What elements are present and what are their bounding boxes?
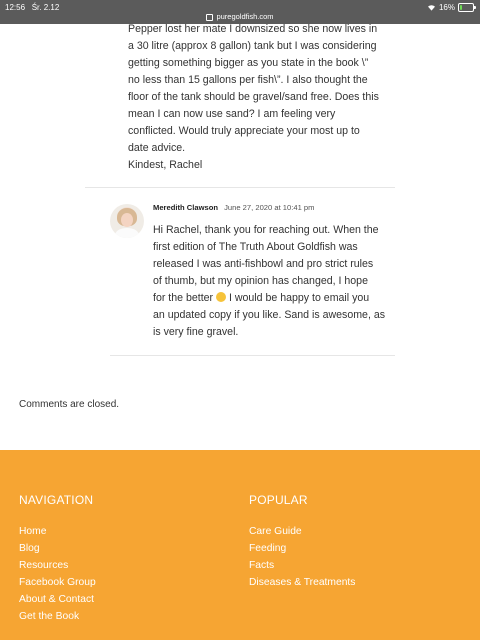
reply-line: an updated copy if you like. Sand is awesome, as (153, 309, 386, 321)
wifi-icon (427, 4, 436, 11)
reply-line: Hi Rachel, thank you for reaching out. When the (153, 224, 379, 236)
footer-link-about-contact[interactable]: About & Contact (19, 594, 94, 605)
reply-line-text: I would be happy to email you (228, 292, 370, 304)
lock-icon (206, 14, 213, 21)
avatar (110, 204, 144, 238)
comments-closed-notice: Comments are closed. (19, 399, 120, 410)
address-bar[interactable] (0, 12, 480, 21)
footer-link-resources[interactable]: Resources (19, 560, 69, 571)
reply-line: is very fine gravel. (153, 326, 239, 338)
comment-line: date advice. (128, 142, 186, 154)
footer-link-get-the-book[interactable]: Get the Book (19, 611, 80, 622)
reply-divider (110, 355, 395, 356)
navigation-links (19, 523, 96, 625)
comment-line: floor of the tank should be gravel/sand free. Does this (128, 91, 379, 103)
comment-divider (85, 187, 395, 188)
comment-line: conflicted. Would truly appreciate your most up to (128, 125, 360, 137)
reply-meta (153, 203, 314, 212)
comment-body (128, 21, 408, 174)
comment-line: mean I can now use sand? I am feeling very (128, 108, 336, 120)
comment-line: getting something bigger as you state in the book \” (128, 57, 369, 69)
comment-signoff: Kindest, Rachel (128, 159, 203, 171)
popular-heading: POPULAR (249, 493, 308, 507)
battery-fill (460, 5, 462, 10)
battery-icon (458, 3, 474, 12)
status-time: 12:56 Śr. 2.12 (5, 3, 60, 12)
reply-line: first edition of The Truth About Goldfish was (153, 241, 358, 253)
comment-line: no less than 15 gallons per fish\”. I also thought the (128, 74, 368, 86)
site-footer (0, 450, 480, 640)
comment-line: Pepper lost her mate I downsized so she now lives in (128, 23, 378, 35)
footer-link-care-guide[interactable]: Care Guide (249, 526, 302, 537)
comment-line: a 30 litre (approx 8 gallon) tank but I was considering (128, 40, 377, 52)
reply-line: released I was anti-fishbowl and pro strict rules (153, 258, 374, 270)
footer-link-blog[interactable]: Blog (19, 543, 40, 554)
smiley-icon (216, 292, 226, 302)
popular-links (249, 523, 355, 591)
status-indicators (427, 3, 474, 12)
reply-line: of thumb, but my opinion has changed, I hope (153, 275, 368, 287)
reply-line (153, 290, 403, 307)
footer-link-home[interactable]: Home (19, 526, 47, 537)
reply-line-text: for the better (153, 292, 214, 304)
footer-link-feeding[interactable]: Feeding (249, 543, 287, 554)
navigation-heading: NAVIGATION (19, 493, 94, 507)
reply-author[interactable]: Meredith Clawson (153, 203, 218, 212)
reply-body (153, 222, 403, 341)
footer-link-diseases-treatments[interactable]: Diseases & Treatments (249, 577, 356, 588)
battery-percent: 16% (438, 3, 455, 12)
footer-link-facebook-group[interactable]: Facebook Group (19, 577, 96, 588)
reply-date[interactable]: June 27, 2020 at 10:41 pm (224, 203, 315, 212)
footer-link-facts[interactable]: Facts (249, 560, 275, 571)
url-text: puregoldfish.com (216, 12, 274, 21)
